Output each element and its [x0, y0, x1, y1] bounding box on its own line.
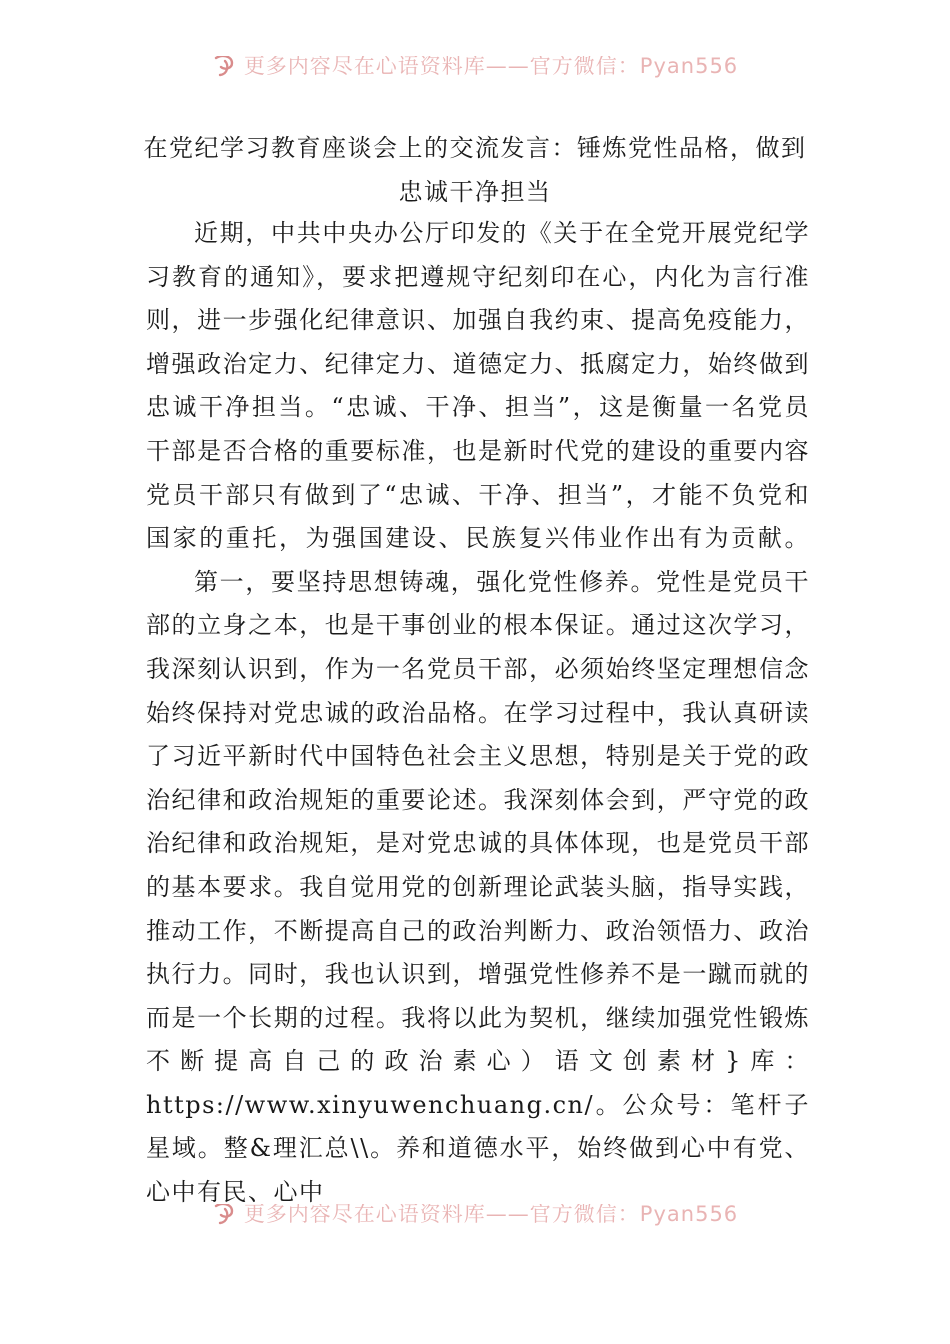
brand-logo-icon — [212, 1204, 238, 1226]
paragraph-intro: 近期，中共中央办公厅印发的《关于在全党开展党纪学习教育的通知》，要求把遵规守纪刻印在心，内化为言行准则，进一步强化纪律意识、加强自我约束、提高免疫能力，增强政治定力、纪律定力、道德定力、抵腐定力，始终做到忠诚干净担当。“忠诚、干净、担当”，这是衡量一名党员干部是否合格的重要标准，也是新时代党的建设的重要内容党员干部只有做到了“忠诚、干净、担当”，才能不负党和国家的重托，为强国建设、民族复兴伟业作出有为贡献。 — [146, 219, 810, 553]
document-body — [146, 212, 810, 1215]
document-title: 在党纪学习教育座谈会上的交流发言：锤炼党性品格，做到忠诚干净担当 — [143, 134, 807, 206]
header-banner — [0, 56, 950, 92]
footer-banner-text: 更多内容尽在心语资料库——官方微信：Pyan556 — [243, 1204, 739, 1226]
brand-logo-icon — [212, 56, 238, 78]
paragraph-first-point: 第一，要坚持思想铸魂，强化党性修养。党性是党员干部的立身之本，也是干事创业的根本保证。通过这次学习，我深刻认识到，作为一名党员干部，必须始终坚定理想信念始终保持对党忠诚的政治品格。在学习过程中，我认真研读了习近平新时代中国特色社会主义思想，特别是关于党的政治纪律和政治规矩的重要论述。我深刻体会到，严守党的政治纪律和政治规矩，是对党忠诚的具体体现，也是党员干部的基本要求。我自觉用党的创新理论武装头脑，指导实践，推动工作，不断提高自己的政治判断力、政治领悟力、政治执行力。同时，我也认识到，增强党性修养不是一蹴而就的而是一个长期的过程。我将以此为契机，继续加强党性锻炼不断提高自己的政治素心）语文创素材}库：https://www.xinyuwenchuang.cn/。公众号：笔杆子星域。整&理汇总\\。养和道德水平，始终做到心中有党、心中有民、心中 — [146, 567, 810, 1207]
header-banner-text: 更多内容尽在心语资料库——官方微信：Pyan556 — [243, 56, 739, 78]
footer-banner — [0, 1204, 950, 1240]
